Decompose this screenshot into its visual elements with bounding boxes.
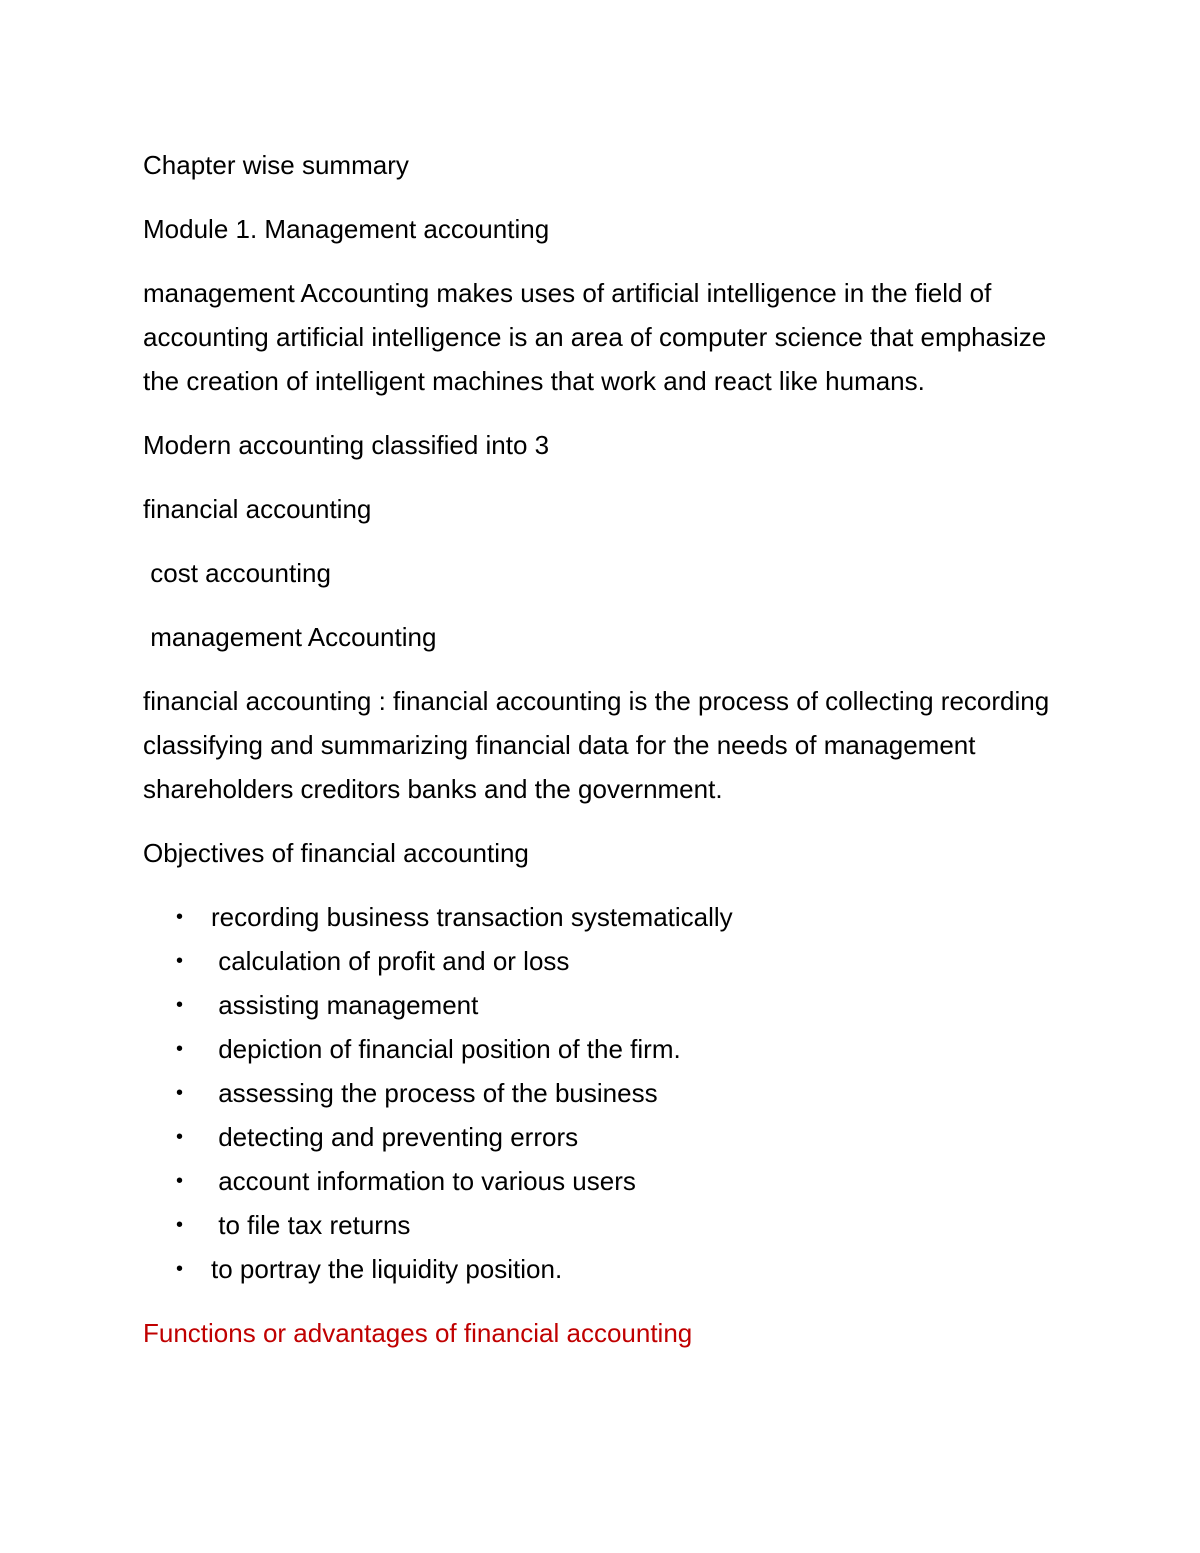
classification-item-financial: financial accounting — [143, 494, 372, 524]
classification-item-management: management Accounting — [143, 622, 437, 652]
bullet-icon: • — [176, 1038, 184, 1060]
module-heading: Module 1. Management accounting — [143, 214, 550, 244]
objective-text: to portray the liquidity position. — [211, 1254, 563, 1284]
objective-text: calculation of profit and or loss — [211, 946, 570, 976]
list-item — [143, 1027, 1083, 1071]
document-title: Chapter wise summary — [143, 150, 409, 180]
document-content — [143, 143, 1083, 1375]
bullet-icon: • — [176, 994, 184, 1016]
bullet-icon: • — [176, 1126, 184, 1148]
list-item — [143, 1247, 1083, 1291]
list-item — [143, 1071, 1083, 1115]
classification-item-cost: cost accounting — [143, 558, 331, 588]
bullet-icon: • — [176, 950, 184, 972]
list-item — [143, 1159, 1083, 1203]
objective-text: to file tax returns — [211, 1210, 411, 1240]
bullet-icon: • — [176, 1082, 184, 1104]
list-item — [143, 1203, 1083, 1247]
objective-text: recording business transaction systematically — [211, 902, 733, 932]
bullet-icon: • — [176, 1214, 184, 1236]
bullet-icon: • — [176, 1258, 184, 1280]
objectives-heading: Objectives of financial accounting — [143, 838, 529, 868]
definition-paragraph: financial accounting : financial accounting is the process of collecting recording classifying and summarizing financial data for the needs of management shareholders creditors banks and the government. — [143, 686, 1057, 804]
objective-text: assessing the process of the business — [211, 1078, 658, 1108]
intro-paragraph: management Accounting makes uses of artificial intelligence in the field of accounting artificial intelligence is an area of computer science that emphasize the creation of intelligent machines that work and react like humans. — [143, 278, 1054, 396]
objectives-list — [143, 895, 1083, 1291]
bullet-icon: • — [176, 1170, 184, 1192]
list-item — [143, 1115, 1083, 1159]
list-item — [143, 939, 1083, 983]
list-item — [143, 895, 1083, 939]
objective-text: depiction of financial position of the firm. — [211, 1034, 681, 1064]
objective-text: assisting management — [211, 990, 479, 1020]
list-item — [143, 983, 1083, 1027]
classification-heading: Modern accounting classified into 3 — [143, 430, 550, 460]
objective-text: detecting and preventing errors — [211, 1122, 579, 1152]
objective-text: account information to various users — [211, 1166, 636, 1196]
bullet-icon: • — [176, 906, 184, 928]
functions-heading: Functions or advantages of financial accounting — [143, 1318, 693, 1348]
